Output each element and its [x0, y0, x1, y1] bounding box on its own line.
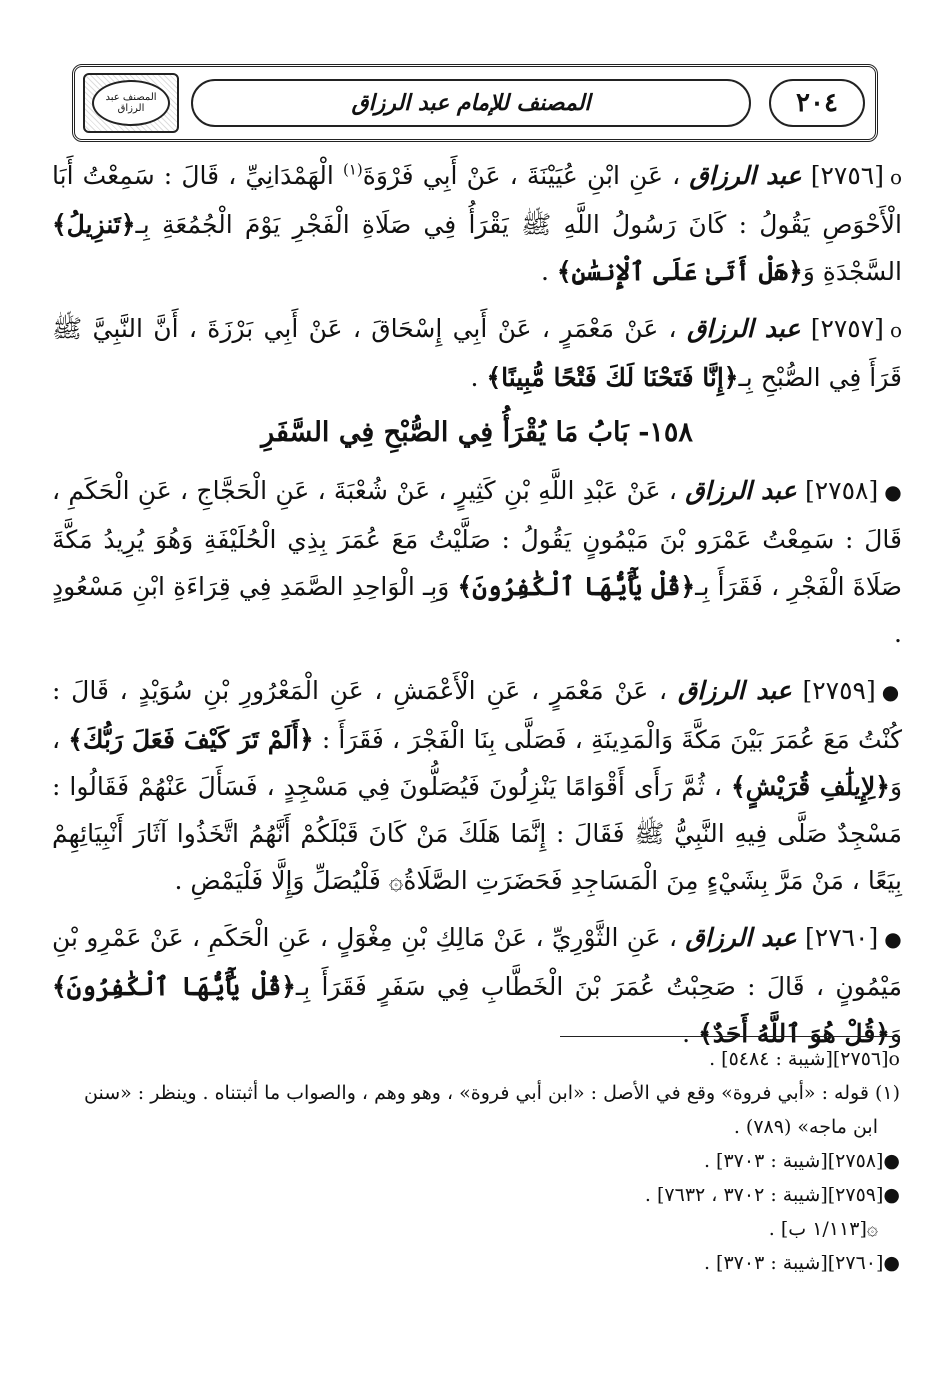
- hadith-marker: o: [889, 165, 903, 189]
- sentence-end: .: [470, 363, 479, 392]
- hadith-text: ، عَنْ مَعْمَرٍ ، عَنِ الْأَعْمَشِ ، عَنِ الْمَعْرُورِ بْنِ سُوَيْدٍ ، قَالَ : كُنْتُ مَعَ عُمَرَ بَيْنَ مَكَّةَ وَالْمَدِينَةِ ، فَصَلَّى بِنَا الْفَجْرَ ، فَقَرَأَ :: [52, 676, 902, 754]
- hadith-text: ، عَنِ الثَّوْرِيِّ ، عَنْ مَالِكِ بْنِ مِغْوَلٍ ، عَنِ الْحَكَمِ ، عَنْ عَمْرِو بْنِ مَيْمُونٍ ، قَالَ : صَحِبْتُ عُمَرَ بْنَ الْخَطَّابِ فِي سَفَرٍ فَقَرَأَ بِـ: [52, 923, 902, 1001]
- quran-verse: ﴿قُلْ يَٰٓأَيُّهَا ٱلْكَٰفِرُونَ﴾: [457, 572, 696, 601]
- hadith-2757: [52, 305, 902, 401]
- hadith-text: فَلْيُصَلِّ وَإِلَّا فَلْيَمْضِ .: [174, 866, 381, 895]
- hadith-text: وَ: [889, 1019, 902, 1048]
- hadith-2758: [52, 467, 902, 657]
- footnote-separator: [560, 1036, 900, 1037]
- hadith-text: ، عَنْ عَبْدِ اللَّهِ بْنِ كَثِيرٍ ، عَنْ شُعْبَةَ ، عَنِ الْحَجَّاجِ ، عَنِ الْحَكَمِ ، قَالَ : سَمِعْتُ عَمْرَو بْنَ مَيْمُونٍ يَقُولُ : صَلَّيْتُ مَعَ عُمَرَ بِذِي الْحُلَيْفَةِ وَهُوَ يُرِيدُ مَكَّةَ صَلَاةَ الْفَجْرِ ، فَقَرَأَ بِـ: [52, 476, 902, 601]
- book-title: المصنف للإمام عبد الرزاق: [351, 90, 591, 116]
- sentence-end: .: [541, 257, 549, 286]
- main-text: [52, 152, 902, 1067]
- footnote-line: o[٢٧٥٦][شيبة : ٥٤٨٤] .: [709, 1048, 900, 1070]
- hadith-2756: [52, 152, 902, 295]
- hadith-marker: o: [889, 318, 902, 342]
- quran-verse: ﴿تَنزِيلُ﴾: [52, 210, 136, 239]
- hadith-text: ، عَنْ مَعْمَرٍ ، عَنْ أَبِي إِسْحَاقَ ، عَنْ أَبِي بَرْزَةَ ، أَنَّ النَّبِيَّ ﷺ قَرَأَ فِي الصُّبْحِ بِـ: [52, 314, 902, 392]
- source-name: عبد الرزاق: [685, 923, 797, 952]
- hadith-text: السَّجْدَةِ وَ: [802, 257, 902, 286]
- footnote-line: ●[٢٧٥٨][شيبة : ٣٧٠٣] .: [703, 1150, 900, 1172]
- hadith-number: [٢٧٥٧]: [810, 314, 884, 343]
- seal-text: المصنف عبد الرزاق: [105, 92, 157, 114]
- quran-verse: ﴿إِنَّا فَتَحْنَا لَكَ فَتْحًا مُّبِينًا﴾: [486, 363, 739, 392]
- sentence-end: .: [682, 1019, 691, 1048]
- hadith-text: ، ثُمَّ رَأَى أَقْوَامًا يَنْزِلُونَ فَيُصَلُّونَ فِي مَسْجِدٍ ، فَسَأَلَ عَنْهُمْ فَقَالُوا : مَسْجِدٌ صَلَّى فِيهِ النَّبِيُّ ﷺ فَقَالَ : إِنَّمَا هَلَكَ مَنْ كَانَ قَبْلَكُمْ أَنَّهُمُ اتَّخَذُوا آثَارَ أَنْبِيَائِهِمْ بِيَعًا ، مَنْ مَرَّ بِشَيْءٍ مِنَ الْمَسَاجِدِ فَحَضَرَتِ الصَّلَاةُ: [52, 772, 902, 895]
- hadith-marker: ●: [881, 680, 902, 704]
- manuscript-folio-icon: ۞: [388, 866, 404, 895]
- hadith-text: ، عَنِ ابْنِ عُيَيْنَةَ ، عَنْ أَبِي فَرْوَةَ: [362, 161, 681, 190]
- page-number-text: ٢٠٤: [796, 88, 838, 118]
- seal-emblem-icon: [92, 80, 170, 126]
- source-name: عبد الرزاق: [677, 676, 792, 705]
- source-name: عبد الرزاق: [686, 314, 801, 343]
- footnote-line: ●[٢٧٦٠][شيبة : ٣٧٠٣] .: [703, 1252, 900, 1274]
- hadith-text: الْهَمْدَانِيِّ ، قَالَ : سَمِعْتُ أَبَا الْأَحْوَصِ يَقُولُ : كَانَ رَسُولُ اللَّهِ ﷺ يَقْرَأُ فِي صَلَاةِ الْفَجْرِ يَوْمَ الْجُمُعَةِ بِـ: [52, 161, 902, 239]
- hadith-marker: ●: [884, 480, 903, 504]
- hadith-number: [٢٧٦٠]: [805, 923, 879, 952]
- footnote-line: ۞[١/١١٣ ب] .: [768, 1218, 878, 1240]
- footnote-line: (١) قوله : «أبي فروة» وقع في الأصل : «ابن أبي فروة» ، وهو وهم ، والصواب ما أثبتناه . وينظر : «سنن: [84, 1082, 900, 1104]
- quran-verse: ﴿قُلْ يَٰٓأَيُّهَا ٱلْكَٰفِرُونَ﴾: [52, 972, 296, 1001]
- footnote-line: ●[٢٧٥٩][شيبة : ٣٧٠٢ ، ٧٦٣٢] .: [644, 1184, 900, 1206]
- hadith-marker: ●: [884, 927, 903, 951]
- book-title-banner: [191, 79, 751, 127]
- publisher-seal: [83, 73, 179, 133]
- running-header: [72, 64, 878, 142]
- hadith-number: [٢٧٥٨]: [804, 476, 879, 505]
- hadith-2759: [52, 667, 902, 904]
- hadith-text: ، وَ: [52, 725, 903, 801]
- hadith-text: وَبِـ الْوَاحِدِ الصَّمَدِ فِي قِرَاءَةِ ابْنِ مَسْعُودٍ .: [52, 572, 902, 648]
- hadith-number: [٢٧٥٦]: [810, 161, 884, 190]
- quran-verse: ﴿قُلْ هُوَ ٱللَّهُ أَحَدٌ﴾: [698, 1019, 890, 1048]
- source-name: عبد الرزاق: [685, 476, 797, 505]
- quran-verse: ﴿هَلْ أَتَىٰ عَلَى ٱلْإِنسَٰنِ﴾: [556, 257, 803, 286]
- footnotes: [60, 1042, 900, 1280]
- footnote-line: ابن ماجه» (٧٨٩) .: [733, 1116, 878, 1138]
- page-number: [769, 79, 865, 127]
- quran-verse: ﴿لِإِيلَٰفِ قُرَيْشٍ﴾: [730, 772, 890, 801]
- footnote-reference: (١): [342, 160, 363, 179]
- chapter-heading: ١٥٨- بَابُ مَا يُقْرَأُ فِي الصُّبْحِ فِي السَّفَرِ: [261, 417, 693, 448]
- quran-verse: ﴿أَلَمْ تَرَ كَيْفَ فَعَلَ رَبُّكَ﴾: [68, 725, 314, 754]
- source-name: عبد الرزاق: [689, 161, 802, 190]
- hadith-number: [٢٧٥٩]: [802, 676, 876, 705]
